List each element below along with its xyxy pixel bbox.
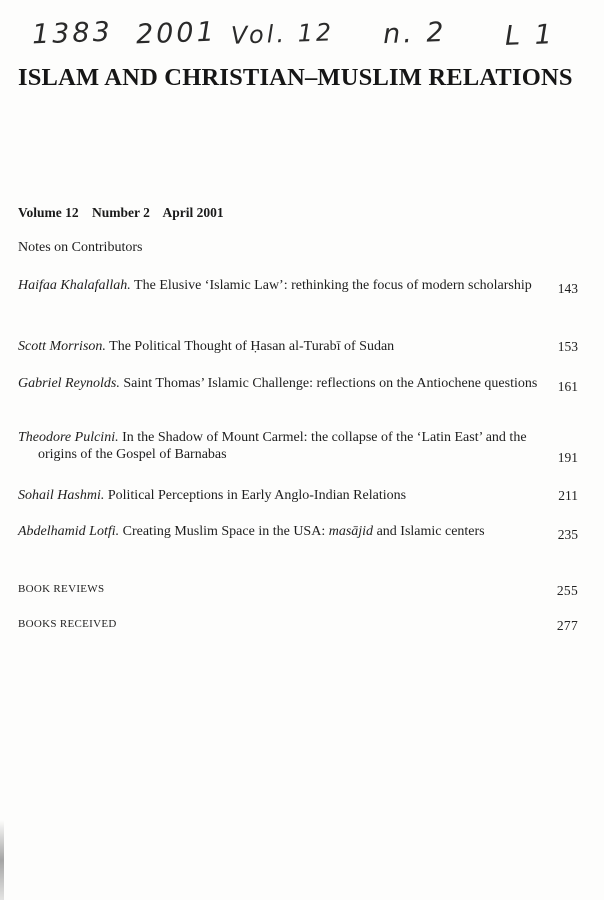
annotation-copy: L 1: [504, 19, 556, 52]
toc-entry: [18, 487, 578, 504]
issue-number: Number 2: [92, 205, 150, 220]
annotation-year: 2001: [135, 16, 218, 51]
toc-title-before: Creating Muslim Space in the USA:: [122, 524, 326, 539]
issue-date: April 2001: [162, 205, 224, 220]
toc-page-number: 191: [557, 450, 578, 465]
toc-title: Political Perceptions in Early Anglo-Indian Relations: [107, 488, 407, 503]
toc-entry: [18, 523, 578, 540]
handwritten-annotation: [0, 14, 604, 58]
issue-line: [18, 205, 234, 221]
annotation-number: n. 2: [382, 16, 447, 51]
toc-author: Haifaa Khalafallah.: [18, 278, 131, 293]
toc-page-number: 161: [557, 379, 578, 394]
toc-title: The Political Thought of Ḥasan al-Turabī of Sudan: [109, 339, 395, 354]
toc-author: Theodore Pulcini.: [18, 430, 119, 445]
toc-entry: [18, 338, 578, 355]
toc-page-number: 143: [557, 281, 578, 296]
toc-page-number: 235: [557, 527, 578, 542]
book-reviews-label: BOOK REVIEWS: [18, 583, 105, 595]
notes-on-contributors: Notes on Contributors: [18, 240, 143, 255]
annotation-volume: Vol. 12: [230, 18, 335, 50]
book-reviews-entry: [18, 583, 578, 598]
toc-page-number: 153: [557, 339, 578, 354]
books-received-label: BOOKS RECEIVED: [18, 618, 117, 630]
toc-title-italic: masājid: [328, 524, 374, 539]
books-received-entry: [18, 618, 578, 633]
toc-title-after: and Islamic centers: [376, 524, 485, 539]
toc-page-number: 211: [558, 488, 578, 503]
toc-author: Abdelhamid Lotfi.: [18, 524, 120, 539]
books-received-page: 277: [556, 618, 578, 633]
toc-author: Sohail Hashmi.: [18, 488, 105, 503]
journal-title: ISLAM AND CHRISTIAN–MUSLIM RELATIONS: [18, 64, 573, 91]
annotation-call-number: 1383: [31, 16, 114, 51]
toc-title: The Elusive ‘Islamic Law’: rethinking the focus of modern scholarship: [134, 278, 532, 293]
book-reviews-page: 255: [556, 583, 578, 598]
issue-volume: Volume 12: [18, 205, 79, 220]
toc-entry: [18, 277, 578, 294]
toc-title: In the Shadow of Mount Carmel: the collapse of the ‘Latin East’ and the origins of the Gospel of Barnabas: [38, 430, 527, 462]
toc-author: Scott Morrison.: [18, 339, 106, 354]
scan-edge-artifact: [0, 820, 4, 900]
toc-author: Gabriel Reynolds.: [18, 376, 120, 391]
toc-entry: [18, 429, 578, 463]
toc-title: Saint Thomas’ Islamic Challenge: reflections on the Antiochene questions: [123, 376, 538, 391]
toc-entry: [18, 375, 578, 392]
